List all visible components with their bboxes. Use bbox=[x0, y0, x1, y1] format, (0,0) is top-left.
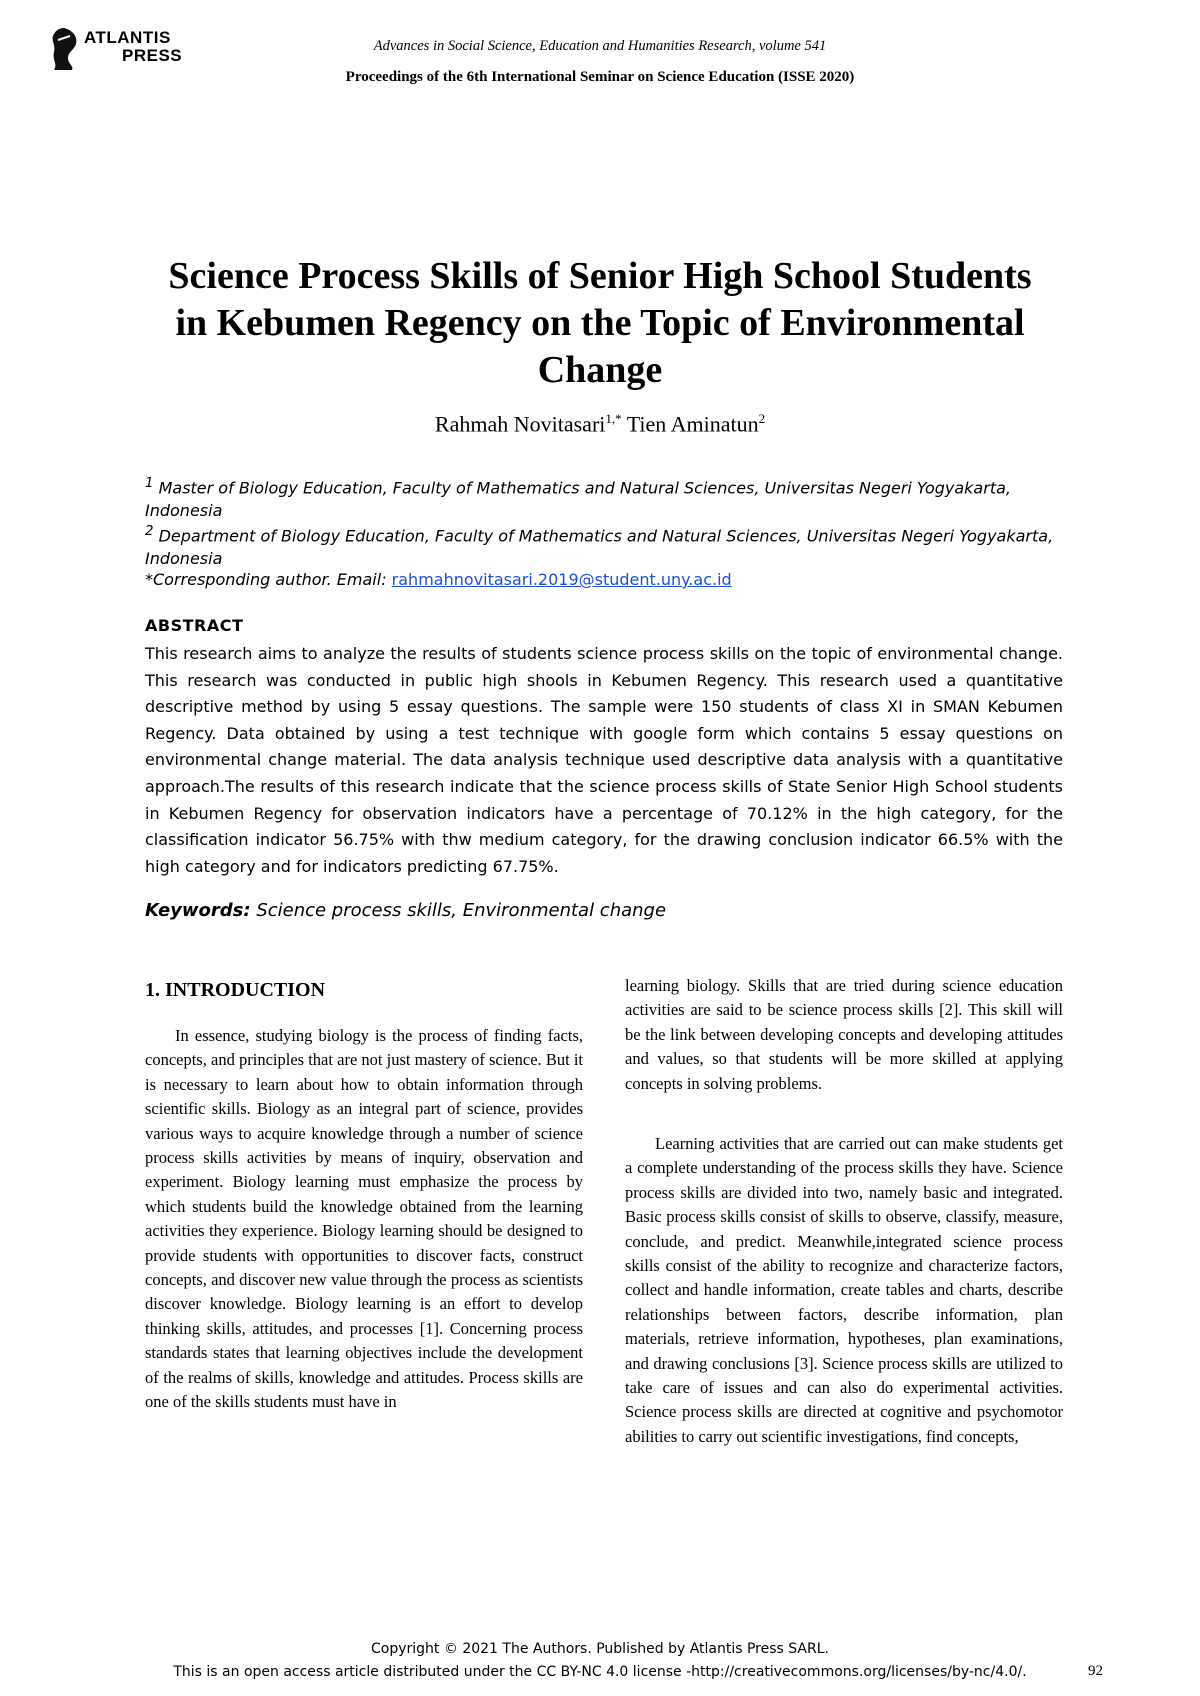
affiliation-2 bbox=[145, 520, 1065, 570]
affiliation-text: Department of Biology Education, Faculty of Mathematics and Natural Sciences, Universitas Negeri Yogyakarta, Indonesia bbox=[145, 526, 1054, 569]
keywords bbox=[145, 900, 666, 921]
introduction-column-1: In essence, studying biology is the process of finding facts, concepts, and principles that are not just mastery of science. But it is necessary to learn about how to obtain information through scientific skills. Biology as an integral part of science, provides various ways to acquire knowledge through a number of science process skills activities by means of inquiry, observation and experiment. Biology learning must emphasize the process by which students build the knowledge obtained from the learning activities they experience. Biology learning should be designed to provide students with opportunities to discover facts, construct concepts, and discover new value through the process as scientists discover knowledge. Biology learning is an effort to develop thinking skills, attitudes, and processes [1]. Concerning process standards states that learning objectives include the development of the realms of skills, knowledge and attitudes. Process skills are one of the skills students must have in bbox=[145, 1026, 583, 1412]
author-superscript: 1,* bbox=[605, 411, 622, 426]
page-number: 92 bbox=[1088, 1663, 1103, 1679]
affiliation-number: 2 bbox=[145, 524, 154, 539]
affiliation-number: 1 bbox=[145, 476, 154, 491]
introduction-column-2-continued: learning biology. Skills that are tried during science education activities are said to be science process skills [2]. This skill will be the link between developing concepts and developing attitudes and values, so that students will be more skilled at applying concepts in solving problems. bbox=[625, 976, 1063, 1093]
abstract-text: This research aims to analyze the results of students science process skills on the topic of environmental change. This research was conducted in public high shools in Kebumen Regency. This research used a quantitative descriptive method by using 5 essay questions. The sample were 150 students of class XI in SMAN Kebumen Regency. Data obtained by using a test technique with google form which contains 5 essay questions on environmental change material. The data analysis technique used descriptive data analysis with a quantitative approach.The results of this research indicate that the science process skills of State Senior High School students in Kebumen Regency for observation indicators have a percentage of 70.12% in the high category, for the classification indicator 56.75% with thw medium category, for the drawing conclusion indicator 66.5% with the high category and for indicators predicting 67.75%. bbox=[145, 644, 1063, 876]
corresponding-label: *Corresponding author. Email: bbox=[145, 570, 387, 589]
license-notice: This is an open access article distributed under the CC BY-NC 4.0 license -http://creativecommons.org/licenses/by-nc/4.0/. bbox=[173, 1664, 1027, 1680]
abstract-heading: ABSTRACT bbox=[145, 616, 244, 635]
keywords-text: Science process skills, Environmental change bbox=[256, 900, 667, 921]
journal-header: Advances in Social Science, Education and Humanities Research, volume 541 bbox=[373, 38, 827, 54]
introduction-column-2-paragraph: Learning activities that are carried out can make students get a complete understanding of the process skills they have. Science process skills are divided into two, namely basic and integrated. Basic process skills consist of skills to observe, classify, measure, conclude, and predict. Meanwhile,integrated science process skills consist of the ability to recognize and characterize factors, collect and handle information, create tables and charts, describe relationships between factors, describe information, plan materials, retrieve information, hypotheses, plan examinations, and drawing conclusions [3]. Science process skills are utilized to take care of issues and can also do experimental activities. Science process skills are directed at cognitive and psychomotor abilities to carry out scientific investigations, find concepts, bbox=[625, 1134, 1063, 1446]
author-name: Rahmah Novitasari bbox=[434, 411, 606, 437]
section-heading-introduction: 1. INTRODUCTION bbox=[145, 979, 326, 1001]
affiliation-text: Master of Biology Education, Faculty of Mathematics and Natural Sciences, Universitas Negeri Yogyakarta, Indonesia bbox=[145, 478, 1011, 521]
proceedings-header: Proceedings of the 6th International Seminar on Science Education (ISSE 2020) bbox=[345, 69, 855, 85]
copyright-notice: Copyright © 2021 The Authors. Published by Atlantis Press SARL. bbox=[371, 1641, 829, 1657]
logo-text-atlantis: ATLANTIS bbox=[84, 28, 171, 47]
paper-title: Science Process Skills of Senior High School Students in Kebumen Regency on the Topic of Environmental Change bbox=[168, 255, 1032, 391]
author-superscript: 2 bbox=[758, 411, 766, 426]
corresponding-author bbox=[145, 568, 1065, 591]
author-list bbox=[0, 411, 1200, 437]
author-name: Tien Aminatun bbox=[626, 411, 759, 437]
keywords-label: Keywords: bbox=[145, 900, 251, 921]
affiliation-1 bbox=[145, 472, 1065, 522]
logo-text-press: PRESS bbox=[122, 46, 183, 65]
email-link[interactable]: rahmahnovitasari.2019@student.uny.ac.id bbox=[391, 570, 732, 589]
